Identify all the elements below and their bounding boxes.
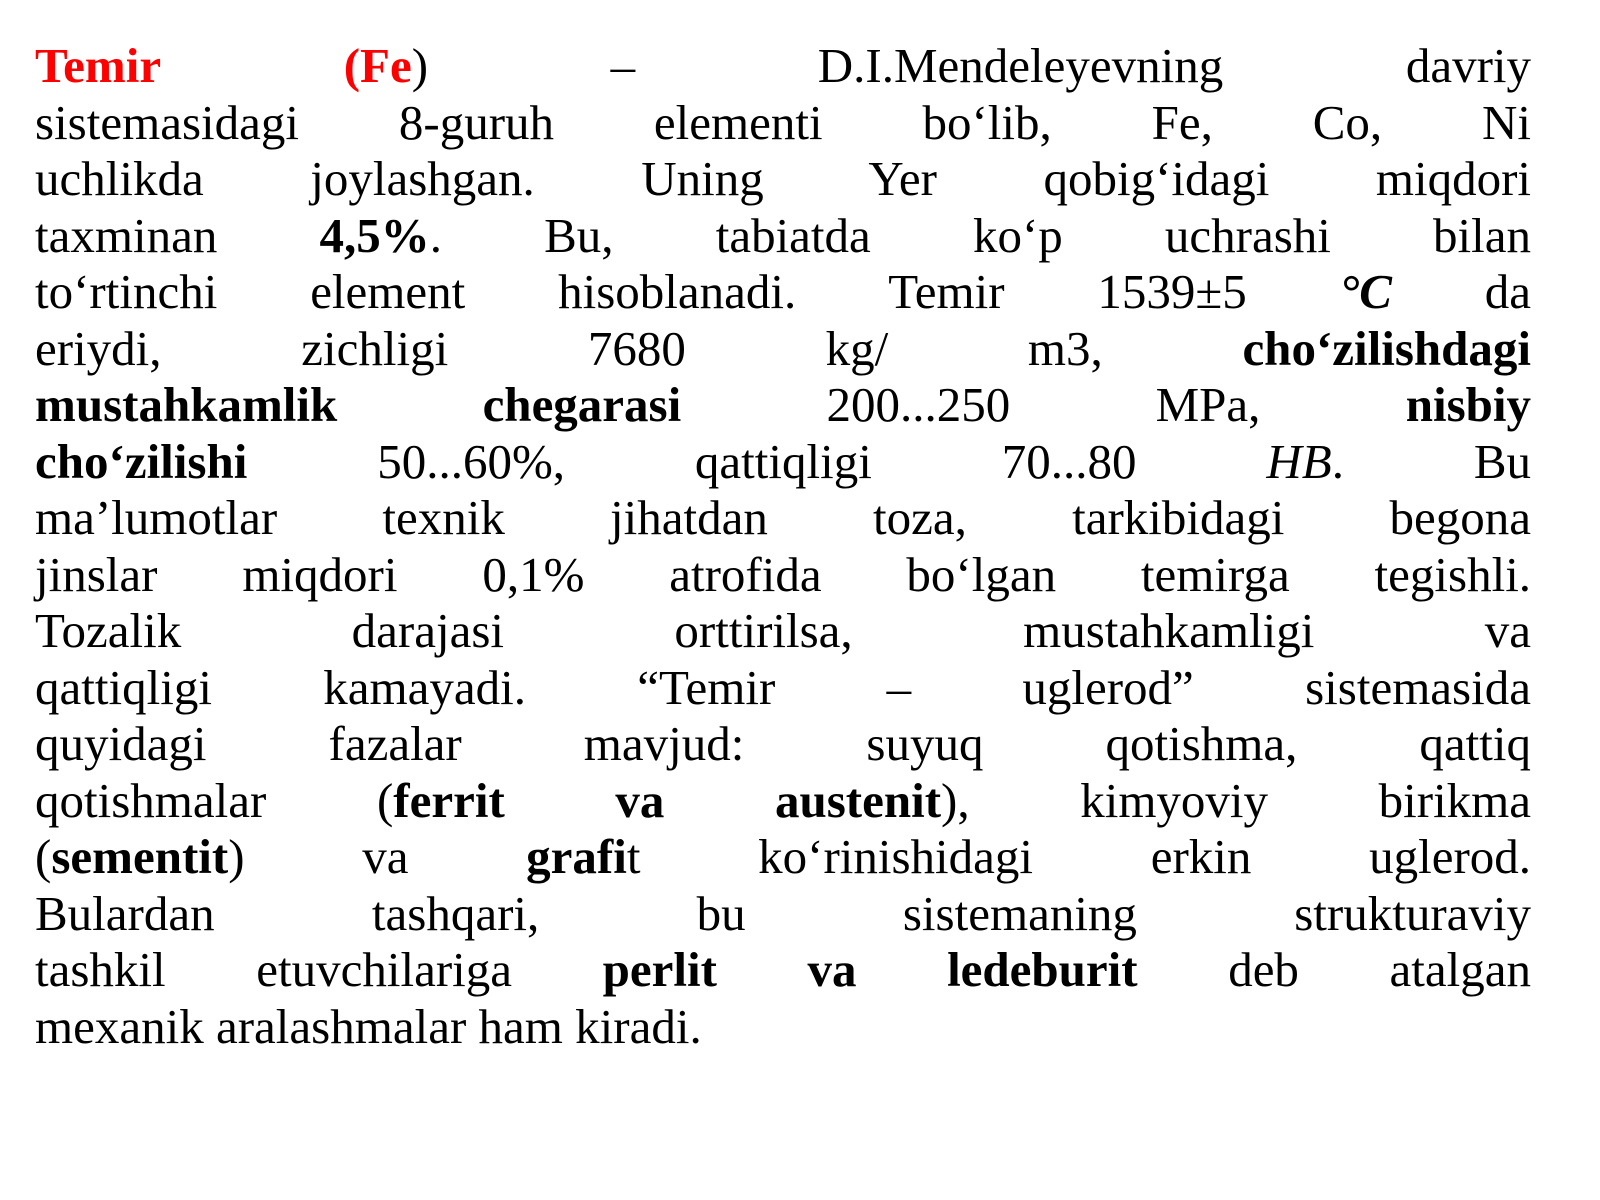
text-run: toza,	[873, 490, 967, 545]
bold-text-run: austenit	[774, 772, 942, 828]
bold-text-run: (Fe	[343, 38, 412, 93]
text-run: erkin	[1150, 829, 1252, 884]
text-run: (	[35, 829, 52, 884]
bold-text-run: nisbiy	[1405, 377, 1532, 432]
text-run: kg/	[825, 320, 889, 376]
text-run: Yer	[868, 151, 937, 206]
text-run: kamayadi.	[323, 659, 526, 715]
bold-text-run: chegarasi	[482, 377, 682, 432]
text-run: ham	[478, 998, 563, 1054]
text-line	[35, 264, 1531, 321]
text-run: sistemasidagi	[35, 94, 300, 150]
text-run: Ni	[1482, 94, 1532, 150]
text-line	[35, 886, 1531, 943]
paragraph-text	[35, 38, 1531, 1055]
text-line	[35, 942, 1531, 999]
bold-text-run: cho‘zilishi	[35, 433, 248, 489]
text-run: jinslar	[35, 546, 158, 602]
bold-text-run: va	[615, 772, 665, 828]
text-line	[35, 829, 1531, 886]
text-run: qattiq	[1419, 716, 1531, 771]
text-run: Bu,	[544, 207, 614, 263]
text-run: qattiqligi	[694, 433, 872, 489]
text-run: t	[626, 829, 641, 884]
text-run: temirga	[1140, 546, 1290, 602]
text-run: birikma	[1378, 772, 1532, 828]
bold-text-run: va	[807, 942, 857, 997]
text-run: bu	[696, 885, 746, 941]
text-line	[35, 208, 1531, 265]
text-run: atrofida	[669, 546, 822, 602]
bold-text-run: 4,5%	[319, 207, 430, 263]
text-line	[35, 603, 1531, 660]
text-run: ),	[941, 772, 970, 828]
text-line	[35, 490, 1531, 547]
text-run: D.I.Mendeleyevning	[817, 38, 1224, 93]
text-line	[35, 547, 1531, 604]
text-run: Tozalik	[35, 603, 182, 658]
text-run: mexanik	[35, 998, 204, 1054]
text-line	[35, 38, 1531, 95]
bold-text-run: perlit	[602, 942, 717, 997]
text-run: 8-guruh	[398, 94, 555, 150]
text-line	[35, 660, 1531, 717]
text-run: .	[1331, 433, 1344, 489]
text-line	[35, 999, 1531, 1056]
text-run: zichligi	[301, 320, 449, 376]
text-line	[35, 773, 1531, 830]
text-run: qattiqligi	[35, 659, 212, 715]
text-run: Temir	[888, 264, 1005, 319]
text-run: tabiatda	[715, 207, 871, 263]
text-run: Bu	[1473, 433, 1531, 489]
text-line	[35, 151, 1531, 208]
text-run: tegishli.	[1374, 546, 1532, 602]
text-run: sistemasida	[1305, 659, 1531, 715]
text-run: )	[228, 829, 245, 884]
text-run: mustahkamligi	[1023, 603, 1315, 658]
text-run: 7680	[587, 320, 686, 376]
text-run: kiradi.	[575, 998, 702, 1054]
text-run: texnik	[382, 490, 505, 545]
text-run: aralashmalar	[215, 998, 467, 1054]
text-line	[35, 377, 1531, 434]
text-run: tarkibidagi	[1072, 490, 1285, 545]
bold-text-run: cho‘zilishdagi	[1242, 320, 1532, 376]
text-run: ko‘p	[972, 207, 1063, 263]
text-run: )	[411, 38, 429, 93]
text-run: uglerod.	[1369, 829, 1532, 884]
text-run: element	[310, 264, 466, 319]
text-line	[35, 716, 1531, 773]
text-run: begona	[1389, 490, 1532, 545]
text-run: taxminan	[35, 207, 218, 263]
text-run: .	[429, 207, 442, 263]
text-run: darajasi	[351, 603, 504, 658]
text-line	[35, 321, 1531, 378]
text-run: 50...60%,	[377, 433, 566, 489]
text-run: 70...80	[1001, 433, 1137, 489]
bold-text-run: mustahkamlik	[35, 377, 338, 432]
text-run: ma’lumotlar	[35, 490, 278, 545]
text-run: fazalar	[328, 716, 462, 771]
text-run: –	[610, 38, 636, 93]
text-run: da	[1484, 264, 1532, 319]
text-run: HB	[1266, 433, 1332, 489]
text-run: Co,	[1312, 94, 1383, 150]
text-run: 0,1%	[482, 546, 585, 602]
bold-text-run: °C	[1339, 264, 1392, 319]
text-run: tashqari,	[371, 885, 540, 941]
text-run: to‘rtinchi	[35, 264, 218, 319]
text-run: uglerod”	[1022, 659, 1194, 715]
text-run: miqdori	[1375, 151, 1532, 206]
text-run: jihatdan	[610, 490, 768, 545]
text-run: atalgan	[1389, 942, 1531, 997]
text-run: Bulardan	[35, 885, 215, 941]
text-run: bo‘lgan	[906, 546, 1057, 602]
text-run: qotishma,	[1105, 716, 1298, 771]
text-run: eriydi,	[35, 320, 162, 376]
text-run: “Temir	[637, 659, 776, 715]
text-run: bo‘lib,	[922, 94, 1052, 150]
text-run: m3,	[1027, 320, 1103, 376]
text-run: suyuq	[866, 716, 984, 771]
text-run: MPa,	[1155, 377, 1261, 432]
text-run: deb	[1228, 942, 1299, 997]
text-run: –	[886, 659, 912, 715]
text-run: Uning	[641, 151, 764, 206]
bold-text-run: sementit	[51, 829, 229, 884]
text-run: ko‘rinishidagi	[758, 829, 1034, 884]
text-run: sistemaning	[902, 885, 1137, 941]
text-run: uchlikda	[35, 151, 204, 206]
text-run: 1539±5	[1097, 264, 1247, 319]
text-run: hisoblanadi.	[558, 264, 797, 319]
bold-text-run: ferrit	[393, 772, 505, 828]
bold-text-run: Temir	[35, 38, 162, 93]
text-run: va	[362, 829, 409, 884]
text-run: strukturaviy	[1294, 885, 1532, 941]
text-run: kimyoviy	[1080, 772, 1269, 828]
text-line	[35, 95, 1531, 152]
text-run: qobig‘idagi	[1043, 151, 1270, 206]
text-run: davriy	[1405, 38, 1532, 93]
text-run: joylashgan.	[310, 151, 535, 206]
text-run: uchrashi	[1164, 207, 1331, 263]
text-run: bilan	[1433, 207, 1532, 263]
text-line	[35, 434, 1531, 491]
text-run: qotishmalar	[35, 772, 267, 828]
text-run: 200...250	[826, 377, 1011, 432]
text-run: va	[1484, 603, 1531, 658]
bold-text-run: grafi	[526, 829, 627, 884]
text-run: orttirilsa,	[674, 603, 853, 658]
text-run: elementi	[653, 94, 823, 150]
bold-text-run: ledeburit	[947, 942, 1138, 997]
text-run: (	[376, 772, 394, 828]
text-run: Fe,	[1151, 94, 1213, 150]
text-run: quyidagi	[35, 716, 207, 771]
text-run: mavjud:	[583, 716, 745, 771]
text-run: miqdori	[242, 546, 398, 602]
text-run: tashkil	[35, 942, 166, 997]
text-run: etuvchilariga	[256, 942, 513, 997]
